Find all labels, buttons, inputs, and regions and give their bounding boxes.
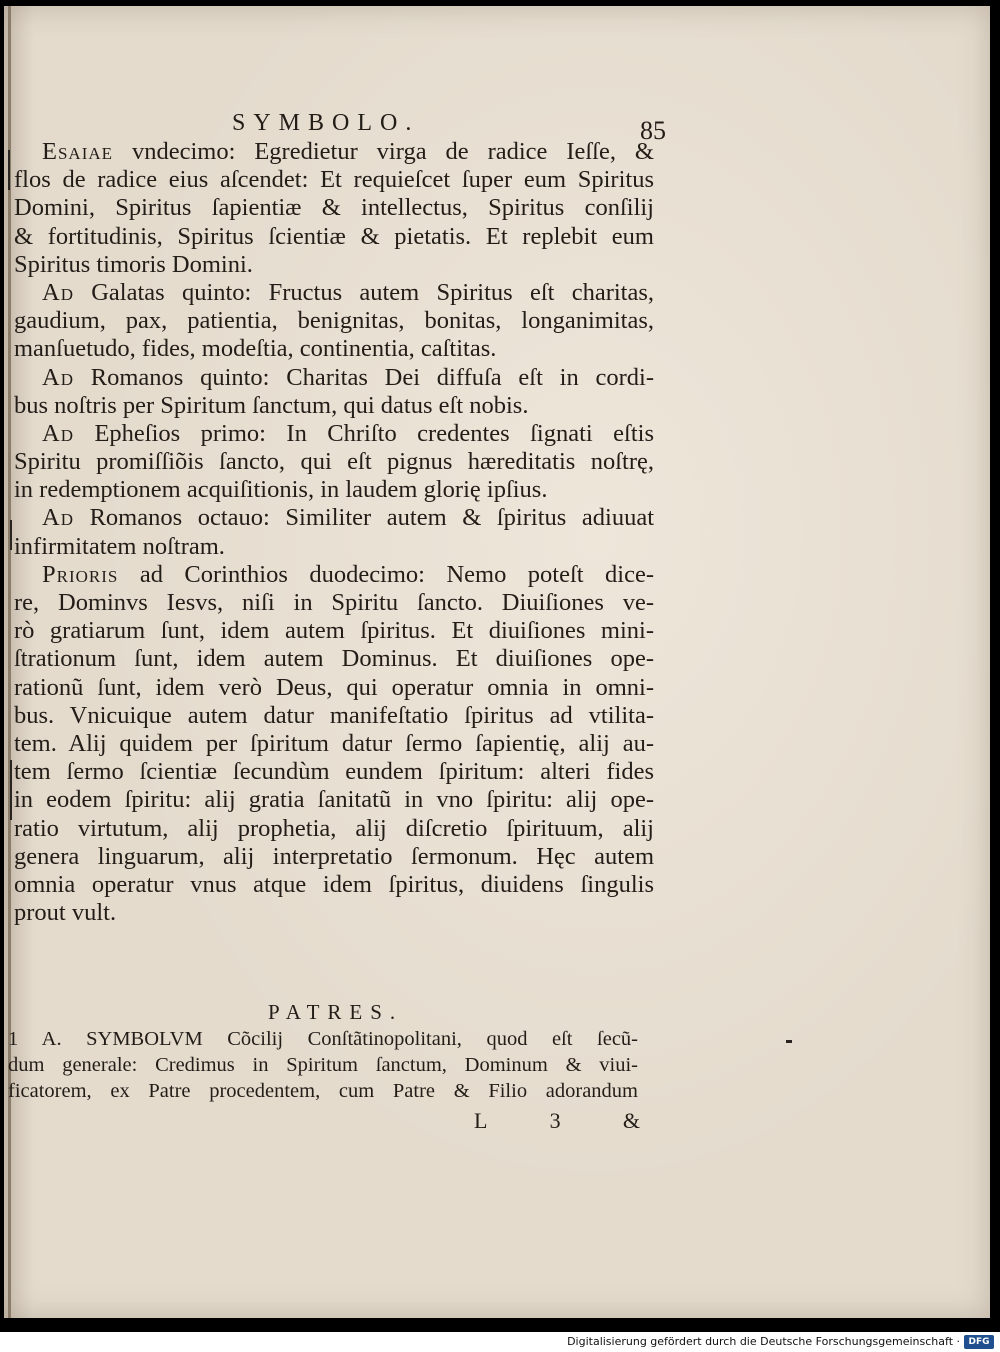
text-line: rò gratiarum ſunt, idem autem ſpiritus. Et diuiſiones mini- xyxy=(14,617,654,645)
ink-speck xyxy=(8,150,10,190)
catchword: & xyxy=(622,1108,640,1133)
signature-number: 3 xyxy=(549,1108,561,1133)
text-line: prout vult. xyxy=(14,899,117,927)
text-line: ſtrationum ſunt, idem autem Dominus. Et diuiſiones ope- xyxy=(14,645,654,673)
text-line: tem. Alij quidem per ſpiritum datur ſermo ſapientię, alij au- xyxy=(14,729,654,757)
page-number: 85 xyxy=(640,116,666,145)
text-line: re, Dominvs Iesvs, niſi in Spiritu ſancto. Diuiſiones ve- xyxy=(14,589,654,616)
text-line: Ad Romanos octauo: Similiter autem & ſpiritus adiuuat xyxy=(42,504,654,532)
text-line: gaudium, pax, patientia, benignitas, bonitas, longanimitas, xyxy=(14,307,654,335)
text-line: genera linguarum, alij interpretatio ſermonum. Hęc autem xyxy=(14,842,654,870)
text-line: in redemptionem acquiſitionis, in laudem glorię ipſius. xyxy=(14,476,548,504)
text-line: Ad Romanos quinto: Charitas Dei diffuſa eſt in cordi- xyxy=(42,363,654,391)
text-line: Esaiae vndecimo: Egredietur virga de radice Ieſſe, & xyxy=(42,138,654,165)
text-line: bus. Vnicuique autem datur manifeſtatio ſpiritus ad vtilita- xyxy=(14,701,654,729)
text-line: & fortitudinis, Spiritus ſcientiæ & pietatis. Et replebit eum xyxy=(14,222,654,250)
signature-line xyxy=(474,1108,640,1134)
patres-text xyxy=(8,1026,638,1104)
signature-mark: L xyxy=(474,1108,488,1133)
main-text xyxy=(14,138,654,927)
credit-text: Digitalisierung gefördert durch die Deutsche Forschungsgemeinschaft · xyxy=(567,1335,960,1348)
text-line: omnia operatur vnus atque idem ſpiritus, diuidens ſingulis xyxy=(14,870,654,898)
text-line: Spiritu promiſſiõis ſancto, qui eſt pignus hæreditatis noſtrę, xyxy=(14,448,654,476)
credit-bar xyxy=(0,1332,1000,1352)
text-line: ficatorem, ex Patre procedentem, cum Patre & Filio adorandum xyxy=(8,1080,638,1102)
text-line: dum generale: Credimus in Spiritum ſanctum, Dominum & viui- xyxy=(8,1054,638,1076)
text-line: tem ſermo ſcientiæ ſecundùm eundem ſpiritum: alteri fides xyxy=(14,758,654,786)
ink-speck xyxy=(10,760,12,820)
text-line: bus noſtris per Spiritum ſanctum, qui datus eſt nobis. xyxy=(14,391,529,419)
text-line: ratio virtutum, alij prophetia, alij diſcretio ſpirituum, alij xyxy=(14,814,654,842)
text-line: flos de radice eius aſcendet: Et requieſcet ſuper eum Spiritus xyxy=(14,166,654,194)
text-line: Prioris ad Corinthios duodecimo: Nemo poteſt dice- xyxy=(42,560,654,588)
ink-speck xyxy=(10,520,12,550)
ink-speck xyxy=(786,1040,792,1043)
text-line: in eodem ſpiritu: alij gratia ſanitatũ in vno ſpiritu: alij ope- xyxy=(14,786,654,814)
text-line: 1 A. SYMBOLVM Cõcilij Conſtãtinopolitani, quod eſt ſecũ- xyxy=(8,1028,638,1050)
dfg-logo: DFG xyxy=(964,1335,994,1349)
text-line: Domini, Spiritus ſapientiæ & intellectus, Spiritus conſilij xyxy=(14,194,654,222)
text-line: manſuetudo, fides, modeſtia, continentia, caſtitas. xyxy=(14,335,497,363)
section-title: PATRES. xyxy=(268,1000,404,1024)
page-edge xyxy=(8,6,11,1318)
text-line: infirmitatem noſtram. xyxy=(14,532,225,560)
text-line: rationũ ſunt, idem verò Deus, qui operatur omnia in omni- xyxy=(14,673,654,701)
text-line: Ad Epheſios primo: In Chriſto credentes ſignati eſtis xyxy=(42,419,654,447)
text-line: Spiritus timoris Domini. xyxy=(14,250,253,278)
text-line: Ad Galatas quinto: Fructus autem Spiritus eſt charitas, xyxy=(42,278,654,306)
running-head: SYMBOLO. xyxy=(232,110,420,136)
